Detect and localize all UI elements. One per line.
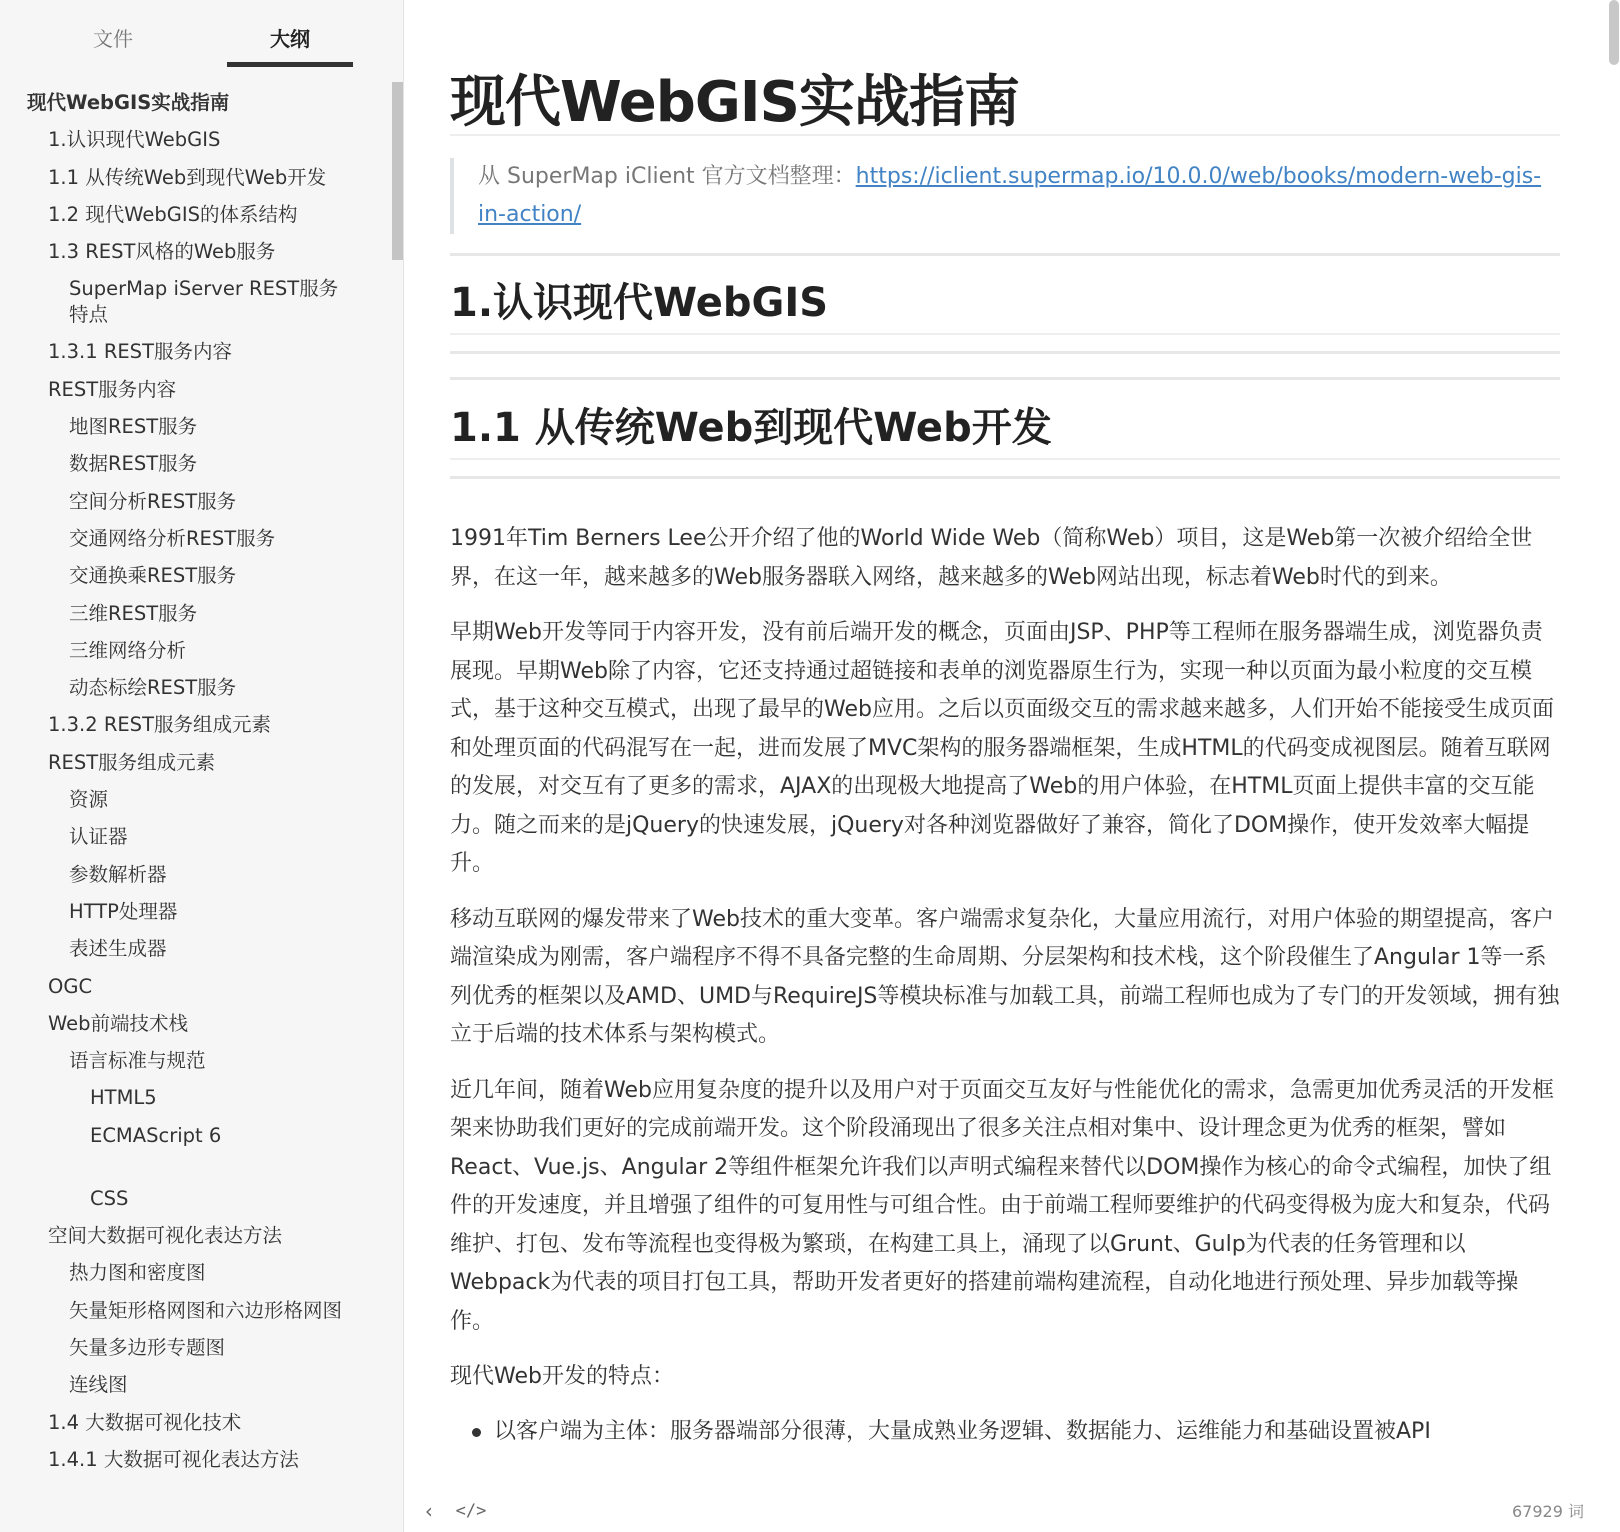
outline-item[interactable]: 数据REST服务 — [69, 452, 198, 476]
outline-item[interactable]: 动态标绘REST服务 — [69, 676, 237, 700]
outline-item[interactable]: 交通网络分析REST服务 — [69, 526, 276, 550]
outline-item[interactable]: 认证器 — [69, 825, 128, 849]
horizontal-rule — [450, 377, 1560, 380]
word-count: 67929 词 — [1512, 1502, 1584, 1521]
active-tab-indicator — [227, 62, 353, 67]
outline-item[interactable]: REST服务内容 — [48, 377, 177, 401]
outline-item[interactable]: SuperMap iServer REST服务特点 — [69, 277, 339, 327]
horizontal-rule — [450, 476, 1560, 479]
outline-item[interactable]: 表述生成器 — [69, 937, 167, 961]
paragraph: 1991年Tim Berners Lee公开介绍了他的World Wide Web（简称Web）项目，这是Web第一次被介绍给全世界，在这一年，越来越多的Web服务器联入网络，越来越多的Web网站出现，标志着Web时代的到来。 — [450, 526, 1533, 590]
outline-item[interactable]: 1.3 REST风格的Web服务 — [48, 240, 276, 264]
outline-item[interactable]: Web前端技术栈 — [48, 1011, 189, 1035]
source-blockquote — [450, 158, 1560, 234]
quote-prefix: 从 SuperMap iClient 官方文档整理： — [478, 164, 856, 189]
horizontal-rule — [450, 253, 1560, 256]
outline-item[interactable]: HTTP处理器 — [69, 899, 178, 923]
outline-item[interactable]: 地图REST服务 — [69, 415, 198, 439]
source-link[interactable]: https://iclient.supermap.io/10.0.0/web/books/modern-web-gis-in-action/ — [478, 164, 1542, 227]
outline-item[interactable]: CSS — [90, 1186, 129, 1210]
outline-item[interactable]: 1.3.1 REST服务内容 — [48, 340, 232, 364]
outline-item[interactable]: ECMAScript 6 — [90, 1123, 222, 1147]
sidebar-tabs — [0, 0, 404, 72]
outline-item[interactable]: 矢量多边形专题图 — [69, 1335, 226, 1359]
document-scrollbar-thumb[interactable] — [1609, 0, 1619, 65]
outline-item[interactable]: 空间大数据可视化表达方法 — [48, 1224, 283, 1248]
list-item: 以客户端为主体：服务器端部分很薄，大量成熟业务逻辑、数据能力、运维能力和基础设置被API — [450, 1413, 1560, 1451]
outline-item[interactable]: 空间分析REST服务 — [69, 489, 237, 513]
outline-item[interactable]: 1.认识现代WebGIS — [48, 128, 221, 152]
body-text — [450, 520, 1560, 1451]
document-title: 现代WebGIS实战指南 — [450, 58, 1560, 136]
outline-list — [0, 88, 380, 1482]
paragraph: 移动互联网的爆发带来了Web技术的重大变革。客户端需求复杂化，大量应用流行，对用户体验的期望提高，客户端渲染成为刚需，客户端程序不得不具备完整的生命周期、分层架构和技术栈，这个阶段催生了Angular 1等一系列优秀的框架以及AMD、UMD与RequireJS等模块标准与加载工具，前端工程师也成为了专门的开发领域，拥有独立于后端的技术体系与架构模式。 — [450, 906, 1560, 1047]
document-area — [405, 0, 1600, 1490]
outline-item[interactable]: 连线图 — [69, 1373, 128, 1397]
tab-outline[interactable]: 大纲 — [270, 27, 310, 51]
outline-item[interactable]: 三维网络分析 — [69, 638, 187, 662]
outline-item[interactable]: 交通换乘REST服务 — [69, 564, 237, 588]
paragraph: 近几年间，随着Web应用复杂度的提升以及用户对于页面交互友好与性能优化的需求，急需更加优秀灵活的开发框架来协助我们更好的完成前端开发。这个阶段涌现出了很多关注点相对集中、设计理念更为优秀的框架，譬如React、Vue.js、Angular 2等组件框架允许我们以声明式编程来替代以DOM操作为核心的命令式编程，加快了组件的开发速度，并且增强了组件的可复用性与可组合性。由于前端工程师要维护的代码变得极为庞大和复杂，代码维护、打包、发布等流程也变得极为繁琐，在构建工具上，涌现了以Grunt、Gulp为代表的任务管理和以Webpack为代表的项目打包工具，帮助开发者更好的搭建前端构建流程，自动化地进行预处理、异步加载等操作。 — [450, 1077, 1554, 1334]
heading-1-1: 1.1 从传统Web到现代Web开发 — [450, 398, 1560, 460]
chevron-left-icon[interactable]: ‹ — [422, 1499, 436, 1523]
outline-item[interactable]: 三维REST服务 — [69, 601, 198, 625]
tab-files[interactable]: 文件 — [93, 27, 133, 51]
outline-item[interactable]: 1.4 大数据可视化技术 — [48, 1410, 242, 1434]
sidebar — [0, 0, 404, 1532]
outline-item[interactable]: 参数解析器 — [69, 862, 167, 886]
outline-item[interactable]: HTML5 — [90, 1086, 157, 1110]
outline-item[interactable]: 1.4.1 大数据可视化表达方法 — [48, 1447, 299, 1471]
outline-item[interactable]: 语言标准与规范 — [69, 1049, 206, 1073]
outline-item[interactable]: OGC — [48, 974, 93, 998]
outline-item[interactable]: 1.2 现代WebGIS的体系结构 — [48, 202, 298, 226]
sidebar-scrollbar-thumb[interactable] — [392, 82, 403, 260]
source-code-icon[interactable]: </> — [455, 1501, 487, 1521]
outline-item[interactable]: 1.3.2 REST服务组成元素 — [48, 713, 271, 737]
outline-item[interactable]: 热力图和密度图 — [69, 1261, 206, 1285]
outline-item[interactable]: 资源 — [69, 788, 109, 812]
paragraph: 早期Web开发等同于内容开发，没有前后端开发的概念，页面由JSP、PHP等工程师在服务器端生成，浏览器负责展现。早期Web除了内容，它还支持通过超链接和表单的浏览器原生行为，实现一种以页面为最小粒度的交互模式，基于这种交互模式，出现了最早的Web应用。之后以页面级交互的需求越来越多，人们开始不能接受生成页面和处理页面的代码混写在一起，进而发展了MVC架构的服务器端框架，生成HTML的代码变成视图层。随着互联网的发展，对交互有了更多的需求，AJAX的出现极大地提高了Web的用户体验，在HTML页面上提供丰富的交互能力。随之而来的是jQuery的快速发展，jQuery对各种浏览器做好了兼容，简化了DOM操作，使开发效率大幅提升。 — [450, 620, 1554, 876]
outline-item[interactable]: 现代WebGIS实战指南 — [27, 91, 230, 114]
outline-item[interactable]: 矢量矩形格网图和六边形格网图 — [69, 1298, 343, 1322]
status-bar — [405, 1490, 1620, 1532]
heading-1: 1.认识现代WebGIS — [450, 273, 1560, 335]
outline-item[interactable]: 1.1 从传统Web到现代Web开发 — [48, 165, 327, 189]
outline-item[interactable]: REST服务组成元素 — [48, 750, 216, 774]
paragraph: 现代Web开发的特点： — [450, 1364, 674, 1389]
horizontal-rule — [450, 351, 1560, 354]
